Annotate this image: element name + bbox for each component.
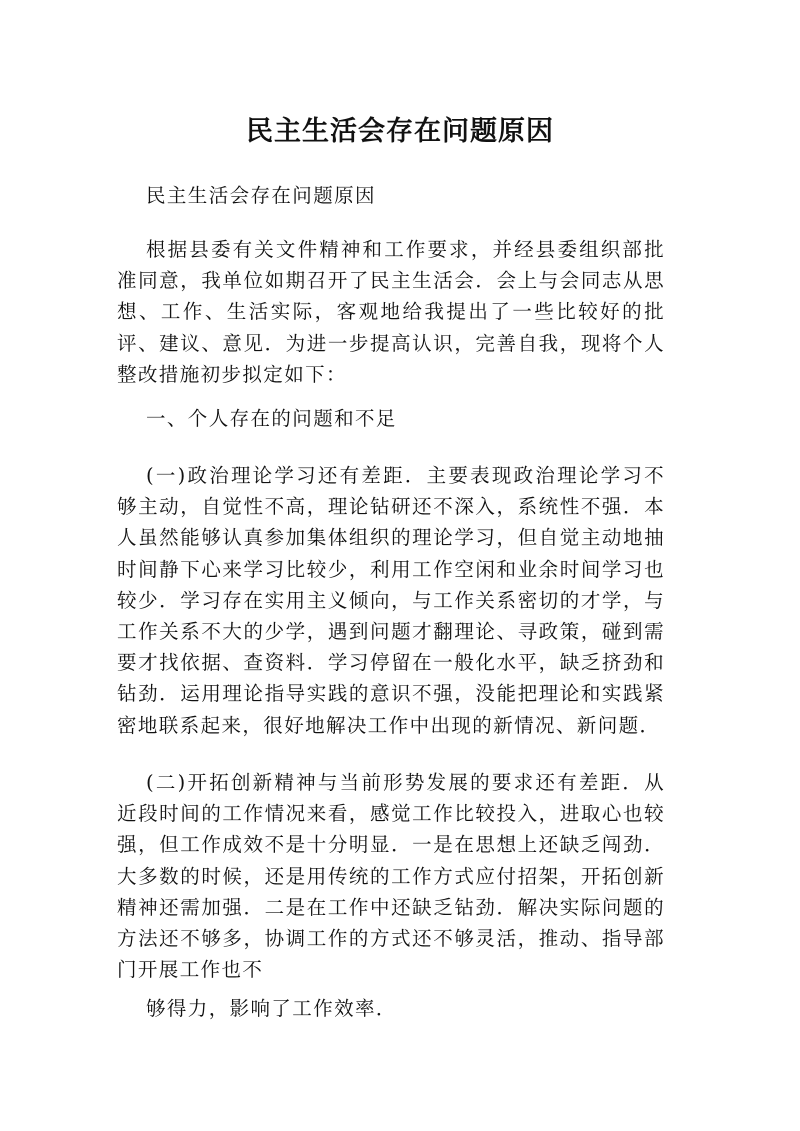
section-heading: 一、个人存在的问题和不足 [146, 407, 397, 430]
problem-one-paragraph: (一)政治理论学习还有差距．主要表现政治理论学习不够主动，自觉性不高，理论钻研还不深入，系统性不强．本人虽然能够认真参加集体组织的理论学习，但自觉主动地抽时间静下心来学习比较少，利用工作空闲和业余时间学习也较少．学习存在实用主义倾向，与工作关系密切的才学，与工作关系不大的少学，遇到问题才翻理论、寻政策，碰到需要才找依据、查资料．学习停留在一般化水平，缺乏挤劲和钻劲．运用理论指导实践的意识不强，没能把理论和实践紧密地联系起来，很好地解决工作中出现的新情况、新问题． [117, 464, 665, 737]
problem-two-paragraph: (二)开拓创新精神与当前形势发展的要求还有差距．从近段时间的工作情况来看，感觉工作比较投入，进取心也较强，但工作成效不是十分明显．一是在思想上还缺乏闯劲．大多数的时候，还是用传统的工作方式应付招架，开拓创新精神还需加强．二是在工作中还缺乏钻劲．解决实际问题的方法还不够多，协调工作的方式还不够灵活，推动、指导部门开展工作也不 [117, 771, 665, 982]
intro-paragraph: 根据县委有关文件精神和工作要求，并经县委组织部批准同意，我单位如期召开了民主生活会．会上与会同志从思想、工作、生活实际，客观地给我提出了一些比较好的批评、建议、意见．为进一步提高认识，完善自我，现将个人整改措施初步拟定如下： [117, 238, 665, 386]
document-title: 民主生活会存在问题原因 [246, 116, 554, 147]
subtitle-paragraph: 民主生活会存在问题原因 [146, 184, 376, 207]
continuation-paragraph: 够得力，影响了工作效率． [146, 997, 397, 1020]
